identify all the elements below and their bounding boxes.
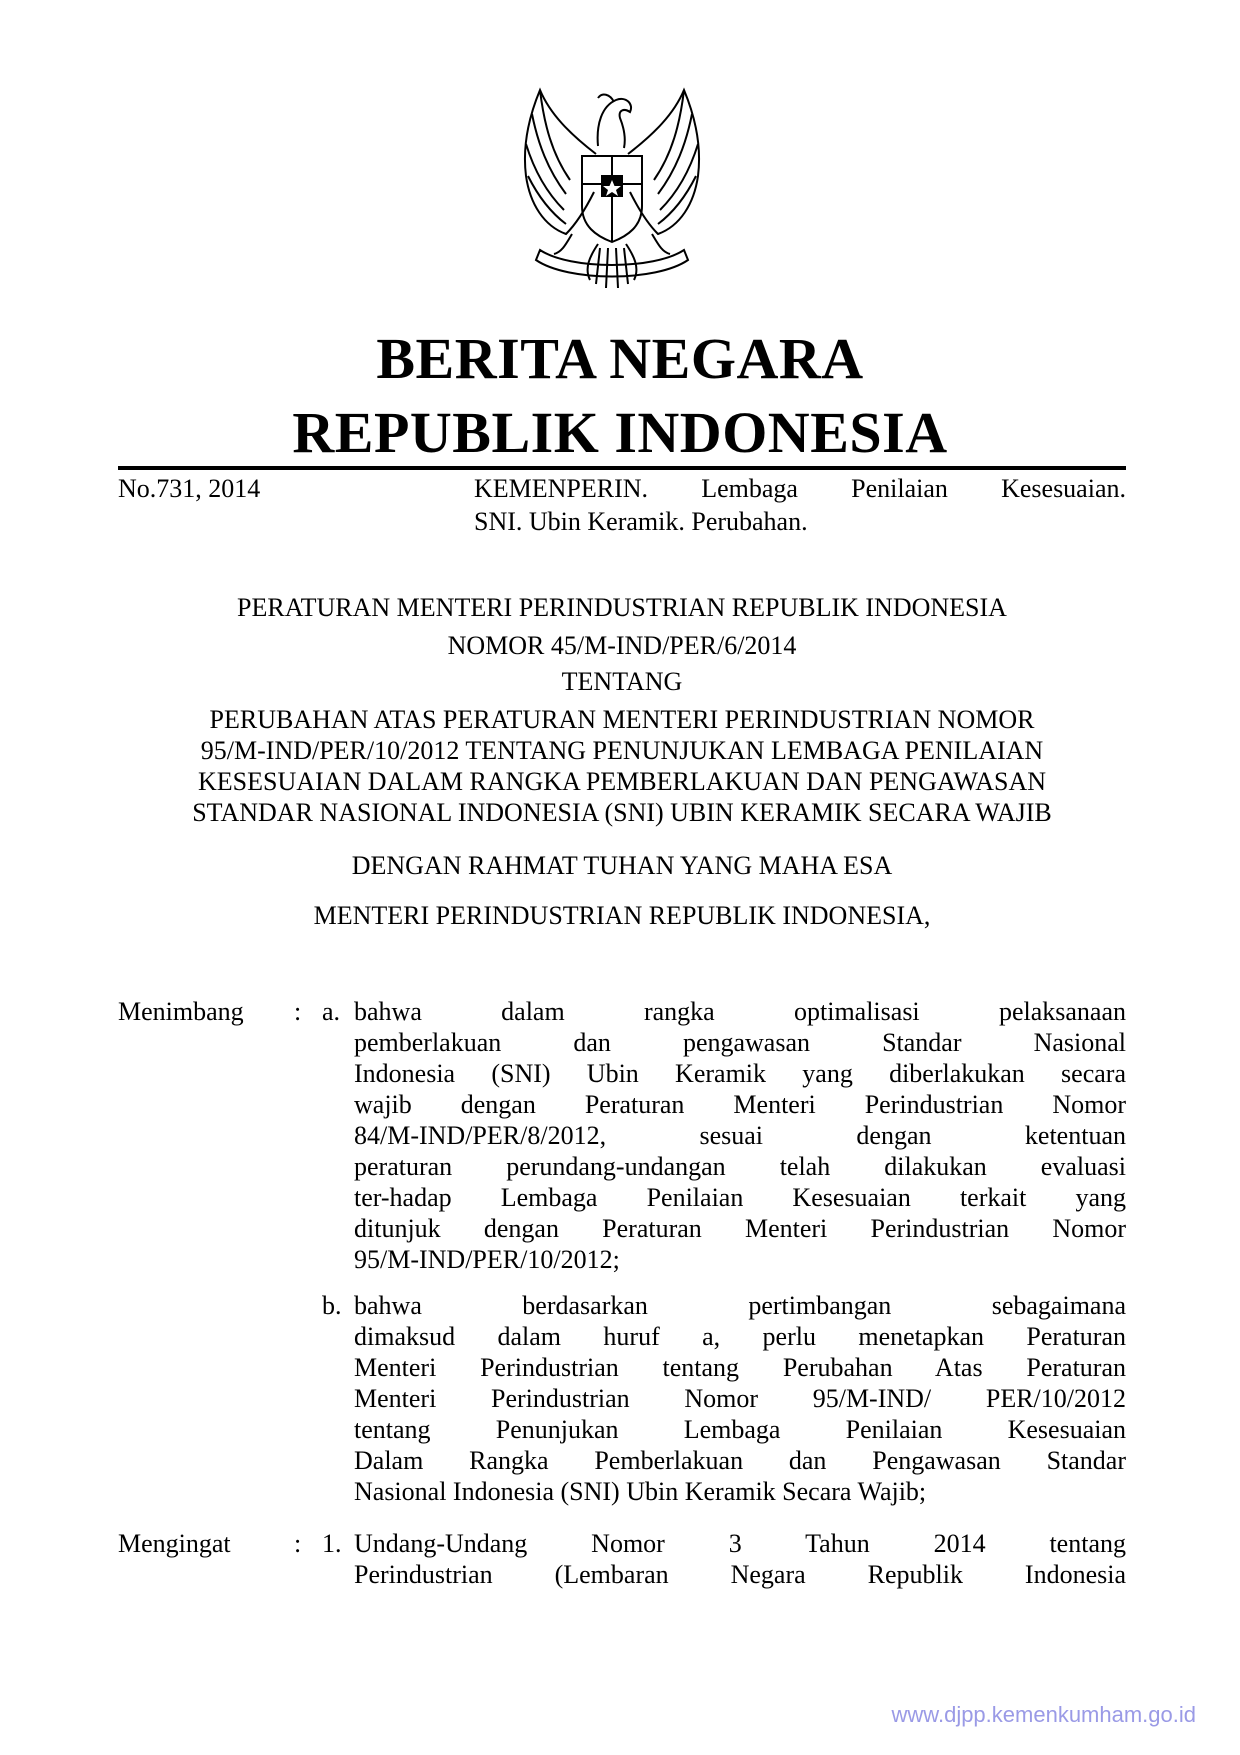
regulation-tentang: TENTANG [561, 667, 683, 696]
paragraph-line: peraturan perundang-undangan telah dilakukan evaluasi [354, 1152, 1126, 1181]
paragraph-line: tentang Penunjukan Lembaga Penilaian Kesesuaian [354, 1415, 1126, 1444]
gazette-subject [474, 472, 1126, 538]
paragraph-line: 95/M-IND/PER/10/2012; [354, 1245, 620, 1274]
garuda-emblem-icon [510, 84, 714, 302]
paragraph-line: Menteri Perindustrian Nomor 95/M-IND/ PER/10/2012 [354, 1384, 1126, 1413]
item-marker: 1. [322, 1529, 342, 1558]
subject-line: KEMENPERIN. Lembaga Penilaian Kesesuaian. [474, 474, 1126, 503]
topic-line: STANDAR NASIONAL INDONESIA (SNI) UBIN KERAMIK SECARA WAJIB [192, 798, 1052, 827]
regulation-topic [118, 704, 1126, 828]
opening-phrase: DENGAN RAHMAT TUHAN YANG MAHA ESA [351, 851, 893, 880]
paragraph-line: ditunjuk dengan Peraturan Menteri Perindustrian Nomor [354, 1214, 1126, 1243]
topic-line: KESESUAIAN DALAM RANGKA PEMBERLAKUAN DAN PENGAWASAN [198, 767, 1046, 796]
paragraph-line: 84/M-IND/PER/8/2012, sesuai dengan ketentuan [354, 1121, 1126, 1150]
paragraph-line: Nasional Indonesia (SNI) Ubin Keramik Secara Wajib; [354, 1477, 927, 1506]
gazette-title: BERITA NEGARA [376, 326, 864, 391]
item-marker: b. [322, 1291, 342, 1320]
header-divider [118, 466, 1126, 470]
menimbang-item-a [354, 996, 1126, 1275]
mengingat-label: Mengingat [118, 1529, 231, 1558]
paragraph-line: Menteri Perindustrian tentang Perubahan Atas Peraturan [354, 1353, 1126, 1382]
regulation-number: NOMOR 45/M-IND/PER/6/2014 [447, 631, 797, 660]
paragraph-line: bahwa berdasarkan pertimbangan sebagaimana [354, 1291, 1126, 1320]
colon: : [294, 997, 302, 1026]
colon: : [294, 1529, 302, 1558]
subject-line: SNI. Ubin Keramik. Perubahan. [474, 507, 808, 536]
mengingat-item-1 [354, 1528, 1126, 1590]
menimbang-item-b [354, 1290, 1126, 1507]
gazette-number: No.731, 2014 [118, 474, 261, 503]
paragraph-line: Dalam Rangka Pemberlakuan dan Pengawasan Standar [354, 1446, 1126, 1475]
minister-line: MENTERI PERINDUSTRIAN REPUBLIK INDONESIA, [313, 901, 931, 930]
topic-line: 95/M-IND/PER/10/2012 TENTANG PENUNJUKAN LEMBAGA PENILAIAN [200, 736, 1044, 765]
paragraph-line: bahwa dalam rangka optimalisasi pelaksanaan [354, 997, 1126, 1026]
topic-line: PERUBAHAN ATAS PERATURAN MENTERI PERINDUSTRIAN NOMOR [209, 705, 1035, 734]
paragraph-line: wajib dengan Peraturan Menteri Perindustrian Nomor [354, 1090, 1126, 1119]
paragraph-line: dimaksud dalam huruf a, perlu menetapkan Peraturan [354, 1322, 1126, 1351]
paragraph-line: Indonesia (SNI) Ubin Keramik yang diberlakukan secara [354, 1059, 1126, 1088]
paragraph-line: Perindustrian (Lembaran Negara Republik Indonesia [354, 1560, 1126, 1589]
item-marker: a. [322, 997, 341, 1026]
paragraph-line: pemberlakuan dan pengawasan Standar Nasional [354, 1028, 1126, 1057]
regulation-heading: PERATURAN MENTERI PERINDUSTRIAN REPUBLIK INDONESIA [237, 593, 1007, 622]
paragraph-line: ter-hadap Lembaga Penilaian Kesesuaian terkait yang [354, 1183, 1126, 1212]
paragraph-line: Undang-Undang Nomor 3 Tahun 2014 tentang [354, 1529, 1126, 1558]
gazette-subtitle: REPUBLIK INDONESIA [292, 400, 948, 465]
menimbang-label: Menimbang [118, 997, 244, 1026]
source-url-link[interactable]: www.djpp.kemenkumham.go.id [891, 1702, 1196, 1727]
